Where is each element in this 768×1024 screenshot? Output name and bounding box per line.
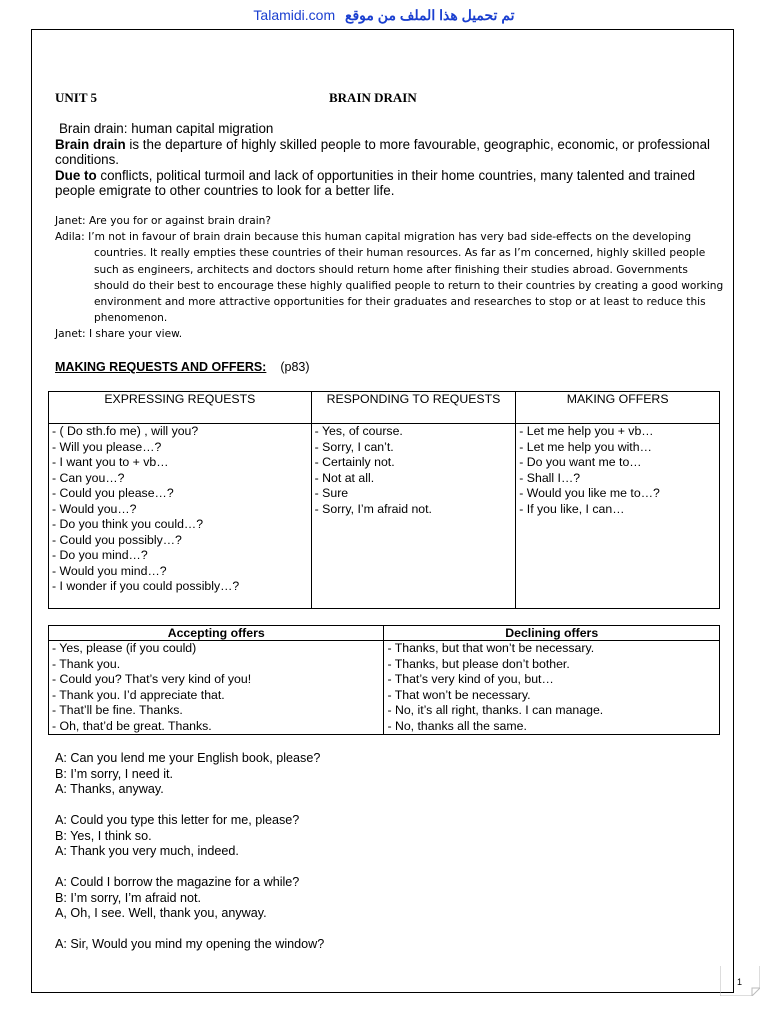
list-item: - That’s very kind of you, but… xyxy=(387,672,554,686)
list-item: - Do you mind…? xyxy=(52,548,148,562)
site-header xyxy=(0,6,768,24)
list-item: B: I’m sorry, I’m afraid not. xyxy=(55,890,202,905)
list-item: A: Can you lend me your English book, please? xyxy=(55,751,321,765)
requests-offers-table xyxy=(48,391,720,609)
dialog-line: Adila: I’m not in favour of brain drain because this human capital migration has very bad side-effects on the developing countries. It really empties these countries of their human resources. As far as I’m concerned, highly skilled people such as engineers, architects and doctors should return home after finishing their studies abroad. Governments should do their best to encourage these highly qualified people to return to their countries by creating a good working environment and more attractive opportunities for their graduates and researches to stop or at least to reduce this phenomenon. xyxy=(55,231,724,325)
list-item: - Let me help you with… xyxy=(519,439,652,454)
list-item: - Do you want me to… xyxy=(519,455,642,469)
page-reference: (p83) xyxy=(280,360,310,374)
list-item: - If you like, I can… xyxy=(519,501,625,516)
download-notice: تم تحميل هذا الملف من موقع xyxy=(345,7,515,23)
section-heading xyxy=(55,360,310,374)
accept-decline-table xyxy=(48,625,720,735)
list-item: - Would you like me to…? xyxy=(519,486,660,500)
accepting-cell xyxy=(49,641,384,735)
list-item: A: Sir, Would you mind my opening the window? xyxy=(55,937,325,951)
conversation xyxy=(55,751,715,798)
list-item: A: Thank you very much, indeed. xyxy=(55,844,239,859)
column-header: Accepting offers xyxy=(49,626,384,641)
list-item: - Thank you. I’d appreciate that. xyxy=(52,687,225,702)
list-item: - That’ll be fine. Thanks. xyxy=(52,703,183,717)
list-item: A: Could you type this letter for me, please? xyxy=(55,813,300,827)
list-item: - Thanks, but please don’t bother. xyxy=(387,656,570,671)
section-title: MAKING REQUESTS AND OFFERS: xyxy=(55,360,267,374)
dialog-line: Janet: Are you for or against brain drain? xyxy=(55,215,272,227)
column-header: EXPRESSING REQUESTS xyxy=(49,392,312,424)
unit-label: UNIT 5 xyxy=(55,90,98,105)
list-item: - No, thanks all the same. xyxy=(387,718,527,733)
list-item: B: Yes, I think so. xyxy=(55,828,152,843)
list-item: - ( Do sth.fo me) , will you? xyxy=(52,424,199,438)
conversation xyxy=(55,813,715,860)
page-number-box xyxy=(720,966,760,996)
list-item: - Not at all. xyxy=(314,470,375,485)
list-item: B: I’m sorry, I need it. xyxy=(55,766,174,781)
list-item: - Would you mind…? xyxy=(52,563,167,578)
list-item: - I wonder if you could possibly…? xyxy=(52,579,240,593)
conversation xyxy=(55,875,715,922)
list-item: - That won’t be necessary. xyxy=(387,687,531,702)
list-item: - Thanks, but that won’t be necessary. xyxy=(387,641,595,655)
definition-line: Brain drain: human capital migration xyxy=(59,121,274,136)
conversation xyxy=(55,937,715,953)
table-row xyxy=(49,424,720,609)
list-item: - Thank you. xyxy=(52,656,121,671)
brain-drain-text: is the departure of highly skilled people to more favourable, geographic, economic, or professional conditions. xyxy=(55,136,711,167)
due-to-paragraph xyxy=(55,168,720,199)
list-item: - Sorry, I can’t. xyxy=(314,439,394,454)
list-item: - Oh, that’d be great. Thanks. xyxy=(52,718,212,733)
dialog-section xyxy=(55,213,725,343)
column-header: MAKING OFFERS xyxy=(516,392,720,424)
table-header-row xyxy=(49,392,720,424)
list-item: - Certainly not. xyxy=(314,455,395,469)
list-item: - Let me help you + vb… xyxy=(519,424,654,438)
list-item: - Yes, please (if you could) xyxy=(52,641,197,655)
list-item: A, Oh, I see. Well, thank you, anyway. xyxy=(55,906,267,921)
due-to-text: conflicts, political turmoil and lack of opportunities in their home countries, many talented and trained people emigrate to other countries to look for a better life. xyxy=(55,167,696,198)
column-header: Declining offers xyxy=(384,626,720,641)
table-row xyxy=(49,641,720,735)
list-item: A: Could I borrow the magazine for a while? xyxy=(55,875,300,889)
brain-drain-paragraph xyxy=(55,137,720,168)
list-item: - No, it’s all right, thanks. I can manage. xyxy=(387,703,604,717)
page-number: 1 xyxy=(737,977,743,987)
list-item: - I want you to + vb… xyxy=(52,455,169,469)
list-item: - Will you please…? xyxy=(52,439,162,454)
offers-cell xyxy=(516,424,720,609)
list-item: - Sure xyxy=(314,486,349,500)
column-header: RESPONDING TO REQUESTS xyxy=(311,392,516,424)
list-item: - Shall I…? xyxy=(519,470,581,485)
list-item: - Do you think you could…? xyxy=(52,517,204,531)
list-item: - Can you…? xyxy=(52,470,125,485)
responding-cell xyxy=(311,424,516,609)
list-item: - Would you…? xyxy=(52,501,137,516)
site-link[interactable]: Talamidi.com xyxy=(253,7,336,23)
table-header-row xyxy=(49,626,720,641)
unit-title: BRAIN DRAIN xyxy=(329,90,417,105)
brain-drain-term: Brain drain xyxy=(55,136,126,152)
due-to-term: Due to xyxy=(55,167,97,183)
dialog-line: Janet: I share your view. xyxy=(55,328,183,341)
list-item: A: Thanks, anyway. xyxy=(55,782,164,797)
intro-section xyxy=(55,121,720,199)
requests-cell xyxy=(49,424,312,609)
list-item: - Sorry, I’m afraid not. xyxy=(314,501,432,516)
list-item: - Yes, of course. xyxy=(314,424,403,438)
list-item: - Could you please…? xyxy=(52,486,174,500)
list-item: - Could you possibly…? xyxy=(52,532,182,547)
list-item: - Could you? That’s very kind of you! xyxy=(52,672,252,686)
declining-cell xyxy=(384,641,720,735)
